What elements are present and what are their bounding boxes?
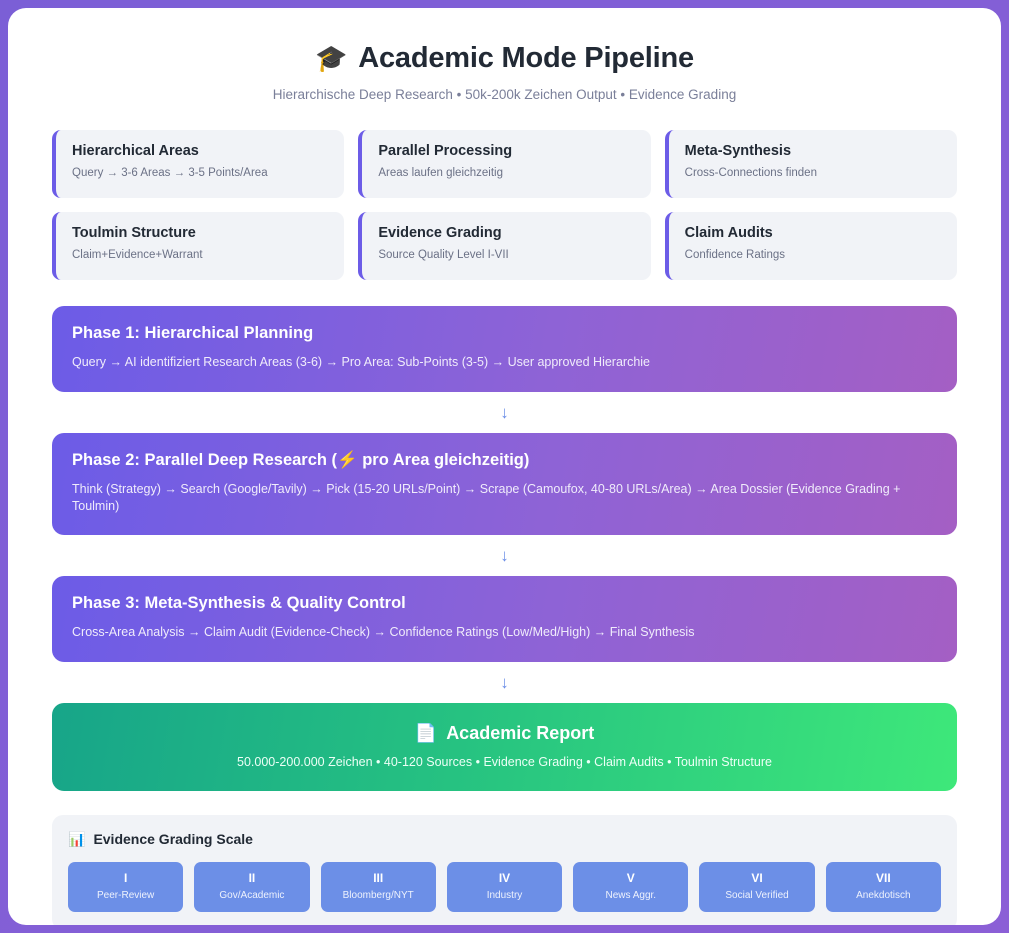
phase-title: Phase 1: Hierarchical Planning <box>72 324 314 342</box>
pipeline-card <box>8 8 1001 925</box>
feature-desc: Confidence Ratings <box>684 249 786 261</box>
phase-desc: Cross-Area Analysis → Claim Audit (Evidence-Check) → Confidence Ratings (Low/Med/High) → Final Synthesis <box>72 624 695 639</box>
feature-card <box>665 212 957 280</box>
phase-title: Phase 3: Meta-Synthesis & Quality Control <box>72 593 406 612</box>
phase-desc: Think (Strategy) → Search (Google/Tavily) → Pick (15-20 URLs/Point) → Scrape (Camoufox, 40-80 URLs/Area) → Area Dossier (Evidence Grading + Toulmin) <box>72 482 901 513</box>
bar-chart-icon: 📊 <box>68 830 86 847</box>
level-label: Industry <box>486 889 523 901</box>
flow-arrow-icon: ↓ <box>500 403 509 422</box>
level-label: News Aggr. <box>605 889 657 901</box>
feature-title: Meta-Synthesis <box>684 143 792 159</box>
feature-card <box>665 130 957 198</box>
phase-title <box>72 451 937 470</box>
feature-title: Hierarchical Areas <box>72 143 199 159</box>
page-title-text: Academic Mode Pipeline <box>358 42 694 74</box>
page-title <box>52 42 957 75</box>
feature-title: Parallel Processing <box>378 143 513 159</box>
flow-arrow-icon: ↓ <box>500 545 509 565</box>
level-label: Peer-Review <box>97 889 155 901</box>
feature-card <box>52 130 344 198</box>
grading-title-text: Evidence Grading Scale <box>93 831 253 848</box>
grading-level-item[interactable] <box>573 862 688 912</box>
report-desc: 50.000-200.000 Zeichen • 40-120 Sources • Evidence Grading • Claim Audits • Toulmin Structure <box>237 754 772 769</box>
feature-desc: Query → 3-6 Areas → 3-5 Points/Area <box>72 167 268 179</box>
grading-level-item[interactable] <box>194 862 309 912</box>
level-roman: IV <box>498 870 511 885</box>
level-label: Social Verified <box>725 889 789 901</box>
grading-level-item[interactable] <box>826 862 941 912</box>
academic-report-block <box>52 703 957 791</box>
feature-title: Toulmin Structure <box>72 225 196 241</box>
feature-desc: Areas laufen gleichzeitig <box>378 167 503 179</box>
phase-3-block <box>52 576 957 662</box>
grading-title <box>68 831 941 848</box>
document-icon: 📄 <box>414 722 438 743</box>
level-label: Anekdotisch <box>856 889 911 901</box>
level-roman: VI <box>751 870 763 885</box>
feature-card <box>358 130 650 198</box>
grading-level-item[interactable] <box>321 862 436 912</box>
level-roman: II <box>248 870 256 885</box>
phase-1-block <box>52 306 957 392</box>
page-subtitle: Hierarchische Deep Research • 50k-200k Zeichen Output • Evidence Grading <box>272 87 737 102</box>
evidence-grading-panel <box>52 815 957 925</box>
level-roman: VII <box>876 870 891 885</box>
phase-2-block <box>52 433 957 535</box>
grading-level-item[interactable] <box>699 862 814 912</box>
phase-title-pre: Phase 2: Parallel Deep Research ( <box>72 451 338 469</box>
level-roman: V <box>626 870 635 885</box>
feature-title: Evidence Grading <box>378 225 502 241</box>
phase-title-post: pro Area gleichzeitig) <box>357 451 530 469</box>
phase-desc: Query → AI identifiziert Research Areas (3-6) → Pro Area: Sub-Points (3-5) → User approved Hierarchie <box>72 355 651 369</box>
level-roman: I <box>123 870 128 885</box>
feature-grid <box>52 130 957 280</box>
graduation-cap-icon: 🎓 <box>315 43 348 73</box>
report-title <box>72 723 937 744</box>
feature-card <box>52 212 344 280</box>
report-title-text: Academic Report <box>446 722 595 743</box>
feature-desc: Claim+Evidence+Warrant <box>72 249 203 261</box>
feature-title: Claim Audits <box>684 225 773 241</box>
bolt-icon: ⚡ <box>337 451 358 469</box>
level-label: Gov/Academic <box>219 889 285 901</box>
level-roman: III <box>373 870 384 885</box>
feature-card <box>358 212 650 280</box>
grading-level-item[interactable] <box>447 862 562 912</box>
flow-arrow-icon: ↓ <box>500 672 509 692</box>
grading-level-item[interactable] <box>68 862 183 912</box>
feature-desc: Source Quality Level I-VII <box>378 249 509 261</box>
level-label: Bloomberg/NYT <box>342 889 414 901</box>
feature-desc: Cross-Connections finden <box>684 167 817 179</box>
grading-levels <box>68 862 941 912</box>
